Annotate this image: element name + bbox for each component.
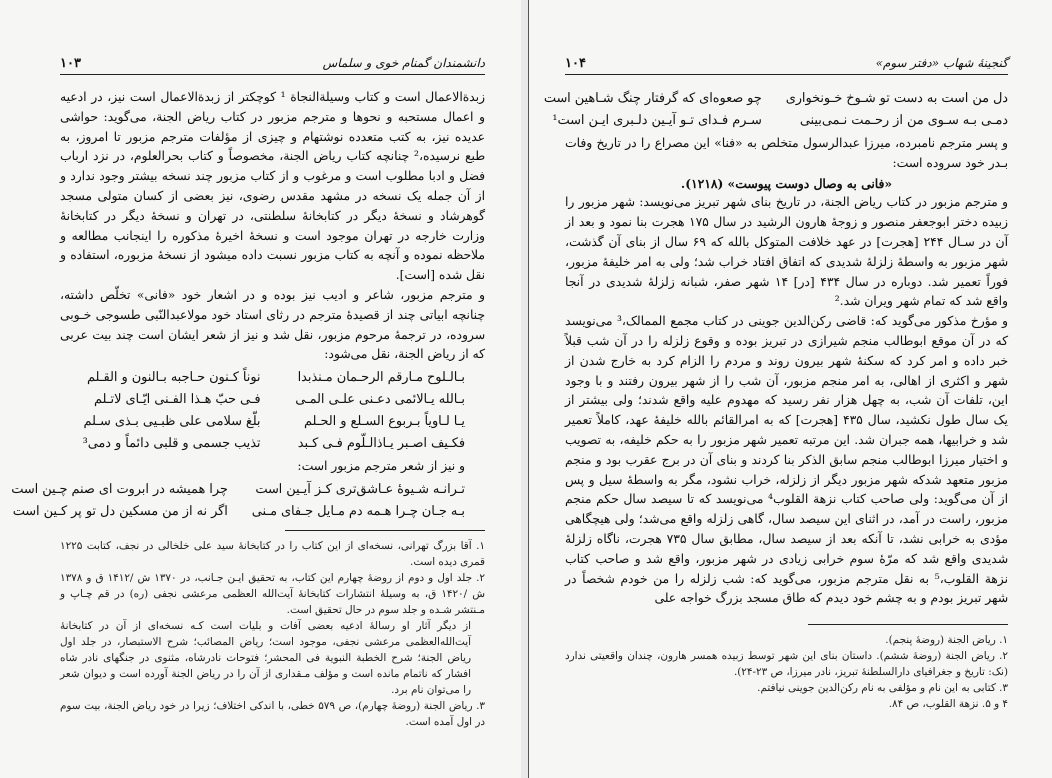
book-gutter <box>521 0 528 778</box>
persian-poem <box>543 88 1008 132</box>
footnote: ۳. کتابی به این نام و مؤلفی به نام رکن‌الدین جوینی نیافتم. <box>757 682 1008 694</box>
header-rule <box>565 74 1008 75</box>
footnote: ۳. ریاض الجنة (روضهٔ چهارم)، ص ۵۷۹ خطی، با اندکی اختلاف؛ زیرا در خود ریاض الجنة، بیت سوم در اول آمده است. <box>60 700 485 728</box>
page-body <box>543 86 1008 609</box>
verse-hemistich: فـی حبّ هـذا الفـنی ایّـای لاتـلم <box>94 392 261 408</box>
page-header <box>565 56 1008 74</box>
running-title: گنجینهٔ شهاب «دفتر سوم» <box>875 56 1008 70</box>
footnote-rule <box>808 624 1008 625</box>
paragraph: و مؤرخ مذکور می‌گوید که: قاضی رکن‌الدین جوینی در کتاب مجمع الممالک،³ می‌نویسد که در آن موقع ابوطالب منجم شیرازی در تبریز بوده و وقوع زلزله را در آن شب قبلاً خبر داده و امر کرد که سکنهٔ شهر بیرون روند و مردم را الزام کرد به خارج شدن از شهر و اکثری از اهالی، به امر منجم مزبور، آن شب را از شهر بیرون رفتند و با وجود این، تلفات آن شب، به چهل هزار نفر رسید که مهدوم علیه واقع شدند؛ ولی بیشتر از یک سال طول نکشید، سال ۴۳۵ [هجرت] که به امرالقائم بالله خلیفهٔ عهد، کاملاً تعمیر شد و خرابیها، همه جبران شد. این مرتبه تعمیر شهر مزبور را به حکم خلیفه، به تصویب و اختیار میرزا ابوطالب منجم سابق الذکر بنا کردند و بنای آن در برج عقرب بود و منجم مزبور متعهد شدکه شهر مزبور دیگر از زلزله، خراب نشود، مگر به واسطهٔ سیل و پس از آن می‌گوید: ولی صاحب کتاب نزهة القلوب⁴ می‌نویسد که تا سیصد سال حکم منجم مزبور، راست در آمد، در اثنای این سیصد سال، گاهی زلزله واقع می‌شد؛ ولی هیچگاهی مؤدی به خرابی نشد، تا آنکه بعد از سیصد سال، مطابق سال ۷۳۵ هجرت، ناگاه زلزلهٔ شدیدی واقع شد که مرّهٔ سوم خرابی زیادی در شهر مزبور، واقع شد و صاحب کتاب نزهة القلوب،⁵ به نقل مترجم مزبور، می‌گوید که: شب زلزله را من خودم شخصاً در شهر تبریز بودم و به چشم خود دیدم که طاق مسجد بزرگ خواجه علی <box>565 314 1008 606</box>
paragraph: و پسر مترجم نامبرده، میرزا عبدالرسول متخلص به «فنا» این مصراع را در تاریخ وفات بـدر خود سروده است: <box>565 136 1008 170</box>
verse-hemistich: فکـیف اصـبر یـاذالـلّوم فـی کـبد <box>297 436 465 452</box>
verse-hemistich: بـالله یـالائمی دعـنی علـی المـی <box>295 392 465 408</box>
header-rule <box>60 74 485 75</box>
verse-hemistich: نوناً کـنون حـاجبه بـالنون و القـلم <box>87 370 261 386</box>
footnote: ۴ و ۵. نزهة القلوب، ص ۸۴. <box>888 698 1008 710</box>
paragraph: و مترجم مزبور در کتاب ریاض الجنة، در تاریخ بنای شهر تبریز می‌نویسد: شهر مزبور را زبیده دختر ابوجعفر منصور و زوجهٔ هارون الرشید در سال ۱۷۵ هجرت بنا نمود و بعد از آن در سـال ۲۴۴ [هجرت] در عهد خلافت المتوکل بالله که ۶۹ سال از بنای آن گذشت، شهر مزبور به واسطهٔ زلزلهٔ شدیدی که اتفاق افتاد خراب شد؛ ولی به امر خلیفهٔ مزبور، فوراً تعمیر شد. دوباره در سال ۴۳۴ [در] ۱۴ شهر صفر، شبانه زلزلهٔ شدیدی در آنجا واقع شد که تمام شهر ویران شد.² <box>565 195 1008 309</box>
footnote-rule <box>285 530 485 531</box>
verse-hemistich: چو صعوه‌ای که گرفتار چنگ شـاهین است <box>543 91 762 106</box>
page-header <box>60 56 485 74</box>
footnote: ۱. آقا بزرگ تهرانی، نسخه‌ای از این کتاب را در کتابخانهٔ سید علی خلخالی در نجف، کتابت ۱۲۲۵ قمری دیده است. <box>60 540 485 568</box>
footnote: ۲. ریاض الجنة (روضهٔ ششم). داستان بنای این شهر توسط زبیده همسر هارون، چندان واقعیتی ندارد (نک: تاریخ و جغرافیای دارالسلطنهٔ تبریز، نادر میرزا، ص ۲۳-۲۴). <box>565 650 1008 678</box>
verse-hemistich: یـا لـاویاً بـربوع السـلع و الحـلم <box>304 414 465 430</box>
verse-hemistich: تـرانـه شـیوهٔ عـاشق‌تری کـز آیـین است <box>255 481 465 497</box>
page-103 <box>0 0 522 778</box>
footnote: از دیگر آثار او رسالهٔ ادعیه بعضی آفات و بلیات است کـه نسخه‌ای از آن در کتابخانهٔ آیت‌الله‌العظمی مرعشی نجفی، موجود است؛ ریاض المصائب؛ شرح الاستبصار، در جلد اول ریاض الجنة؛ شرح الخطبة النبویة فی المحشر؛ فتوحات نادرشاه، مثنوی در جنگهای نادر شاه افشار که ناتمام مانده است و مؤلف مـقداری از آن را در ریاض الجنة آورده است و دیوان شعر را می‌توان نام برد. <box>60 620 471 696</box>
persian-poem <box>11 479 485 523</box>
footnote: ۲. جلد اول و دوم از روضهٔ چهارم این کتاب، به تحقیق ایـن جـانب، در ۱۳۷۰ ش /۱۴۱۲ ق و ۱۳۷۸ ش /۱۴۲۰ ق، به وسیلهٔ انتشارات کتابخانهٔ آیت‌الله العظمی مرعشی نجفی (ره) در قم چـاپ و مـنتشر شـده و جلد سوم در حال تحقیق است. <box>60 572 486 616</box>
verse-hemistich: تذیب جسمی و قلبی دائماً و دمی³ <box>82 436 261 452</box>
page-body <box>11 88 485 525</box>
verse-hemistich: بـه جـان چـرا هـمه دم مـایل جـفای مـنی <box>251 503 465 519</box>
footnote: ۱. ریاض الجنة (روضهٔ پنجم). <box>885 634 1008 646</box>
page-number: ۱۰۳ <box>60 56 81 71</box>
verse-hemistich: اگر نه از من مسکین دل تو پر کـین است <box>12 503 228 519</box>
paragraph: و مترجم مزبور، شاعر و ادیب نیز بوده و در اشعار خود «فانی» تخلّص داشته، چنانچه ابیاتی چند از قصیدهٔ مترجم در رثای استاد خود مولاعبدالنّبی طسوجی خـوبی سروده، در ترجمهٔ مرحوم مزبور، نقل شد و نیز از شعر ایشان است چند بیت عربی که از ریاض الجنة، نقل می‌شود: <box>60 287 485 362</box>
arabic-poem <box>60 367 485 455</box>
page-104 <box>528 0 1052 778</box>
paragraph: زبدةالاعمال است و کتاب وسیلةالنجاة ¹ کوچکتر از زبدةالاعمال است نیز، در ادعیه و اعمال مستحبه و نحوها و مترجم مزبور در کتاب ریاض الجنة، می‌گوید: حواشی عدیده نیز، به کتب متعدده نوشتهام و چیزی از مؤلفات مترجم مزبور تا امروز، به طبع نرسیده،² چنانچه کتاب ریاض الجنة، مخصوصاً و کتاب بحرالعلوم، در نزد ارباب فضل و ادبا مطلوب است و مرغوب و از کتاب مزبور چند نسخه بیشتر وجود ندارد و از آن جمله یک نسخه در مشهد مقدس رضوی، نیز بعضی از کسان متولی مسجد گوهرشاد و نسخهٔ دیگر در کتابخانهٔ سلطنتی، در تهران و نسخهٔ دیگر در کتابخانهٔ وزارت خارجه در تهران موجود است و نسخهٔ اخیرهٔ مذکوره را اینجانب مطالعه و ملاحظه نموده و آنچه به کتاب مزبور نسبت داده میشود از نسخهٔ مزبوره، استفاده و نقل شده [است]. <box>60 90 485 283</box>
running-title: دانشمندان گمنام خوی و سلماس <box>322 56 485 70</box>
quoted-line: «فانی به وصال دوست پیوست» (۱۲۱۸). <box>680 175 893 191</box>
verse-hemistich: بـالـلوح مـارقم الرحـمان مـنذبدا <box>297 370 465 386</box>
verse-hemistich: چرا همیشه در ابروت ای صنم چـین است <box>11 481 228 497</box>
verse-hemistich: دمـی بـه سـوی من از رحـمت نـمی‌بینی <box>799 113 1008 128</box>
verse-hemistich: بلّغ سلامی علی ظبـیی بـذی سـلم <box>83 414 261 430</box>
poem-intro: و نیز از شعر مترجم مزبور است: <box>297 459 465 474</box>
verse-hemistich: دل من است به دست تو شـوخ خـونخواری <box>785 91 1008 106</box>
verse-hemistich: سـرم فـدای تـو آیـین دلـبری ایـن است¹ <box>552 113 762 128</box>
footnotes <box>565 632 1008 712</box>
page-number: ۱۰۴ <box>565 56 586 71</box>
footnotes <box>60 538 485 730</box>
